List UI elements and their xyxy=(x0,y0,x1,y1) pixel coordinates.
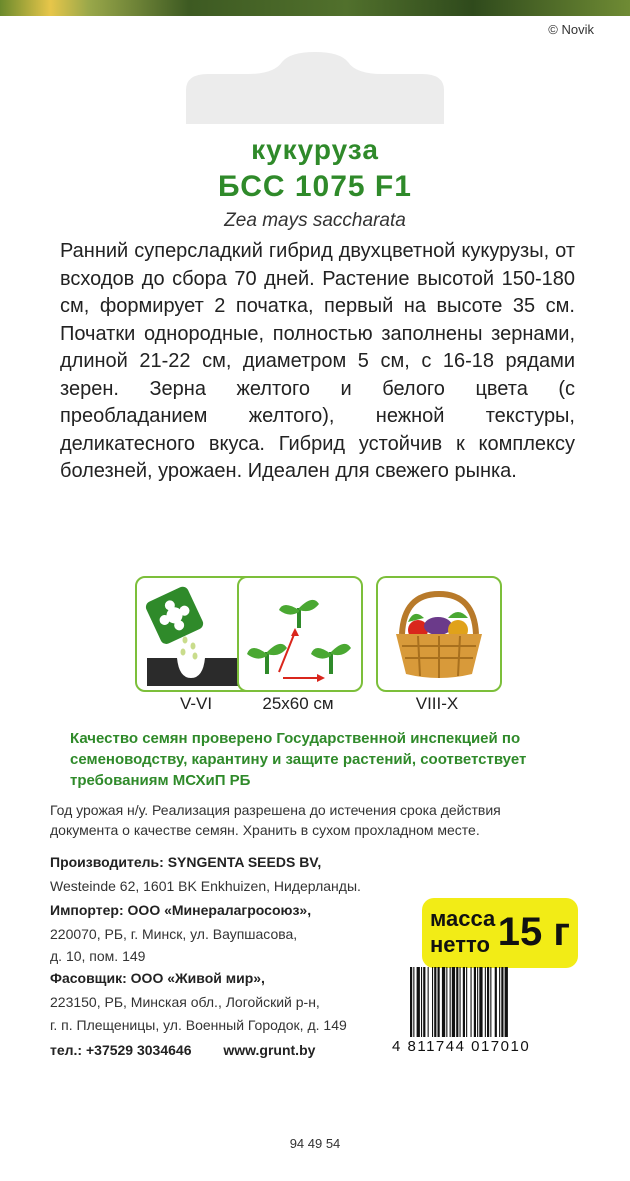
producer-address: Westeinde 62, 1601 BK Enkhuizen, Нидерланды. xyxy=(50,878,361,894)
quality-statement: Качество семян проверено Государственной инспекцией по семеноводству, карантину и защите растений, соответствует требованиям МСХиП РБ xyxy=(70,730,527,789)
barcode-bar xyxy=(410,967,412,1037)
importer-line xyxy=(50,900,311,920)
crop-name: кукуруза xyxy=(251,134,379,165)
packer-name: ООО «Живой мир», xyxy=(130,970,265,986)
producer-name: SYNGENTA SEEDS BV, xyxy=(167,854,322,870)
packer-label: Фасовщик: xyxy=(50,970,127,986)
barcode-bar xyxy=(463,967,465,1037)
packer-address-2: г. п. Плещеницы, ул. Военный Городок, д. 149 xyxy=(50,1017,347,1033)
storage-note: Год урожая н/у. Реализация разрешена до истечения срока действия документа о качестве семян. Хранить в сухом прохладном месте. xyxy=(50,802,501,838)
producer-line xyxy=(50,852,321,872)
packer-address-1: 223150, РБ, Минская обл., Логойский р-н, xyxy=(50,994,320,1010)
phone: тел.: +37529 3034646 xyxy=(50,1042,192,1058)
sowing-period: V-VI xyxy=(179,694,213,713)
barcode-bar xyxy=(485,967,486,1037)
barcode-bar xyxy=(421,967,422,1037)
planting-scheme-icon-box xyxy=(237,576,363,692)
barcode-bar xyxy=(495,967,497,1037)
barcode-bar xyxy=(471,967,472,1037)
contacts-line xyxy=(50,1040,315,1060)
producer-label: Производитель: xyxy=(50,854,164,870)
importer-address-2: д. 10, пом. 149 xyxy=(50,948,146,964)
barcode-bar xyxy=(456,967,458,1037)
barcode-bar xyxy=(417,967,420,1037)
barcode-bar xyxy=(428,967,429,1037)
barcode-bar xyxy=(479,967,482,1037)
hanger-tab xyxy=(186,52,444,124)
barcode-bar xyxy=(477,967,478,1037)
barcode-bar xyxy=(466,967,467,1037)
barcode-bar xyxy=(487,967,489,1037)
harvest-basket-icon-box xyxy=(376,576,502,692)
planting-scheme-icon xyxy=(239,578,361,690)
barcode-bar xyxy=(446,967,447,1037)
mass-value: 15 г xyxy=(497,910,570,954)
packer-line xyxy=(50,968,265,988)
copyright: © Novik xyxy=(548,22,594,37)
barcode-bar xyxy=(413,967,414,1037)
product-code: 94 49 54 xyxy=(289,1136,341,1151)
barcode-bar xyxy=(501,967,503,1037)
barcode-bar xyxy=(474,967,476,1037)
mass-label: масса xyxy=(430,906,496,931)
barcode-bar xyxy=(460,967,461,1037)
importer-label: Импортер: xyxy=(50,902,124,918)
barcode-bar xyxy=(450,967,451,1037)
barcode-bar xyxy=(432,967,433,1037)
importer-address-1: 220070, РБ, г. Минск, ул. Ваупшасова, xyxy=(50,926,298,942)
website: www.grunt.by xyxy=(223,1042,316,1058)
barcode-digits: 4 811744 017010 xyxy=(392,1038,531,1055)
latin-name: Zea mays saccharata xyxy=(224,210,406,231)
barcode-bar xyxy=(505,967,508,1037)
net-label: нетто xyxy=(430,932,490,957)
net-weight-badge xyxy=(422,898,578,968)
variety-name: БСС 1075 F1 xyxy=(218,170,412,203)
importer-name: ООО «Минералагросоюз», xyxy=(127,902,312,918)
harvest-period: VIII-X xyxy=(415,694,459,713)
barcode-bar xyxy=(490,967,491,1037)
corn-photo-strip xyxy=(0,0,630,16)
planting-scheme: 25x60 см xyxy=(262,694,334,713)
barcode-bar xyxy=(434,967,436,1037)
barcode-bar xyxy=(442,967,445,1037)
barcode-bar xyxy=(438,967,440,1037)
description: Ранний суперсладкий гибрид двухцветной кукурузы, от всходов до сбора 70 дней. Растение высотой 150-180 см, формирует 2 початка, первый на высоте 35 см. Початки однородные, полностью заполнены зернами, длиной 21-22 см, диаметром 5 см, с 16-18 рядами зерен. Зерна желтого и белого цвета (с преобладанием желтого), нежной текстуры, деликатесного вкуса. Гибрид устойчив к комплексу болезней, урожаен. Идеален для свежего рынка. xyxy=(60,240,575,482)
barcode-bar xyxy=(452,967,455,1037)
harvest-basket-icon xyxy=(378,578,500,690)
barcode-bar xyxy=(423,967,425,1037)
barcode-bar xyxy=(499,967,500,1037)
